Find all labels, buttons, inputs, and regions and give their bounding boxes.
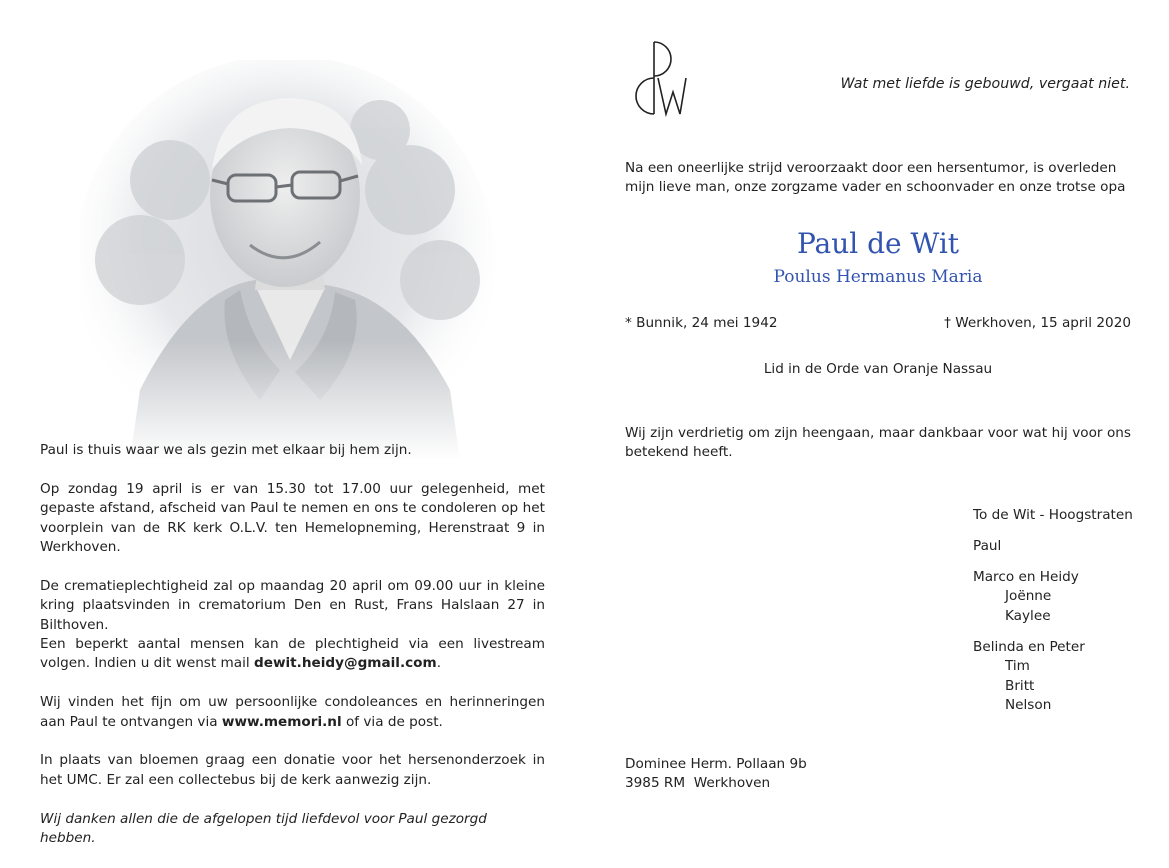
correspondence-address xyxy=(625,755,807,794)
birth-info: * Bunnik, 24 mei 1942 xyxy=(625,315,778,331)
thanks-paragraph: Wij danken allen die de afgelopen tijd liefdevol voor Paul gezorgd hebben. xyxy=(40,810,487,847)
portrait-photo xyxy=(80,60,500,460)
pdw-monogram-logo xyxy=(622,40,688,118)
family-wife: To de Wit - Hoogstraten xyxy=(973,507,1133,523)
order-membership: Lid in de Orde van Oranje Nassau xyxy=(763,361,993,377)
farewell-paragraph: Op zondag 19 april is er van 15.30 tot 17.00 uur gelegenheid, met gepaste afstand, afscheid van Paul te nemen en ons te condoleren op het voorplein van de RK kerk O.L.V. ten Hemelopneming, Herenstraat 9 in Werkhoven. xyxy=(40,480,545,556)
grief-text: Wij zijn verdrietig om zijn heengaan, maar dankbaar voor wat hij voor ons betekend heeft. xyxy=(625,425,1131,461)
family-couple-1: Marco en Heidy xyxy=(973,568,1079,585)
email-link[interactable]: dewit.heidy@gmail.com xyxy=(254,655,437,672)
family-couple-2: Belinda en Peter xyxy=(973,638,1085,655)
livestream-text: Een beperkt aantal mensen kan de plechtigheid via een livestream volgen. Indien u dit wenst mail xyxy=(40,636,545,672)
donation-paragraph: In plaats van bloemen graag een donatie voor het hersenonderzoek in het UMC. Er zal een collectebus bij de kerk aanwezig zijn. xyxy=(40,752,545,788)
deceased-full-name: Poulus Hermanus Maria xyxy=(773,267,983,287)
deceased-name: Paul de Wit xyxy=(796,227,960,260)
intro-text: Na een oneerlijke strijd veroorzaakt door een hersentumor, is overleden mijn lieve man, onze zorgzame vader en schoonvader en onze trotse opa xyxy=(625,160,1126,196)
email-period: . xyxy=(436,655,442,672)
address-city: 3985 RM Werkhoven xyxy=(625,775,771,792)
motto-quote: Wat met liefde is gebouwd, vergaat niet. xyxy=(840,76,1130,92)
left-column-text xyxy=(40,441,545,868)
family-grandchild: Britt xyxy=(1005,677,1035,694)
family-grandchild: Tim xyxy=(1005,658,1030,675)
cremation-text: De crematieplechtigheid zal op maandag 20 april om 09.00 uur in kleine kring plaatsvinden in crematorium Den en Rust, Frans Halslaan 27 in Bilthoven. xyxy=(40,577,545,633)
cremation-paragraph xyxy=(40,577,545,674)
family-son: Paul xyxy=(973,537,1002,554)
home-paragraph: Paul is thuis waar we als gezin met elkaar bij hem zijn. xyxy=(40,442,412,458)
family-grandchild: Joënne xyxy=(1005,588,1052,605)
condolence-post-text: of via de post. xyxy=(341,713,443,730)
death-info: † Werkhoven, 15 april 2020 xyxy=(944,315,1131,331)
website-link[interactable]: www.memori.nl xyxy=(221,713,342,730)
family-list xyxy=(973,506,1133,715)
portrait-image xyxy=(80,60,500,460)
family-grandchild: Kaylee xyxy=(1005,607,1051,624)
address-street: Dominee Herm. Pollaan 9b xyxy=(625,756,807,772)
family-grandchild: Nelson xyxy=(1005,696,1052,713)
condolence-paragraph xyxy=(40,693,545,732)
condolence-text: Wij vinden het fijn om uw persoonlijke condoleances en herinneringen aan Paul te ontvangen via xyxy=(40,694,545,730)
